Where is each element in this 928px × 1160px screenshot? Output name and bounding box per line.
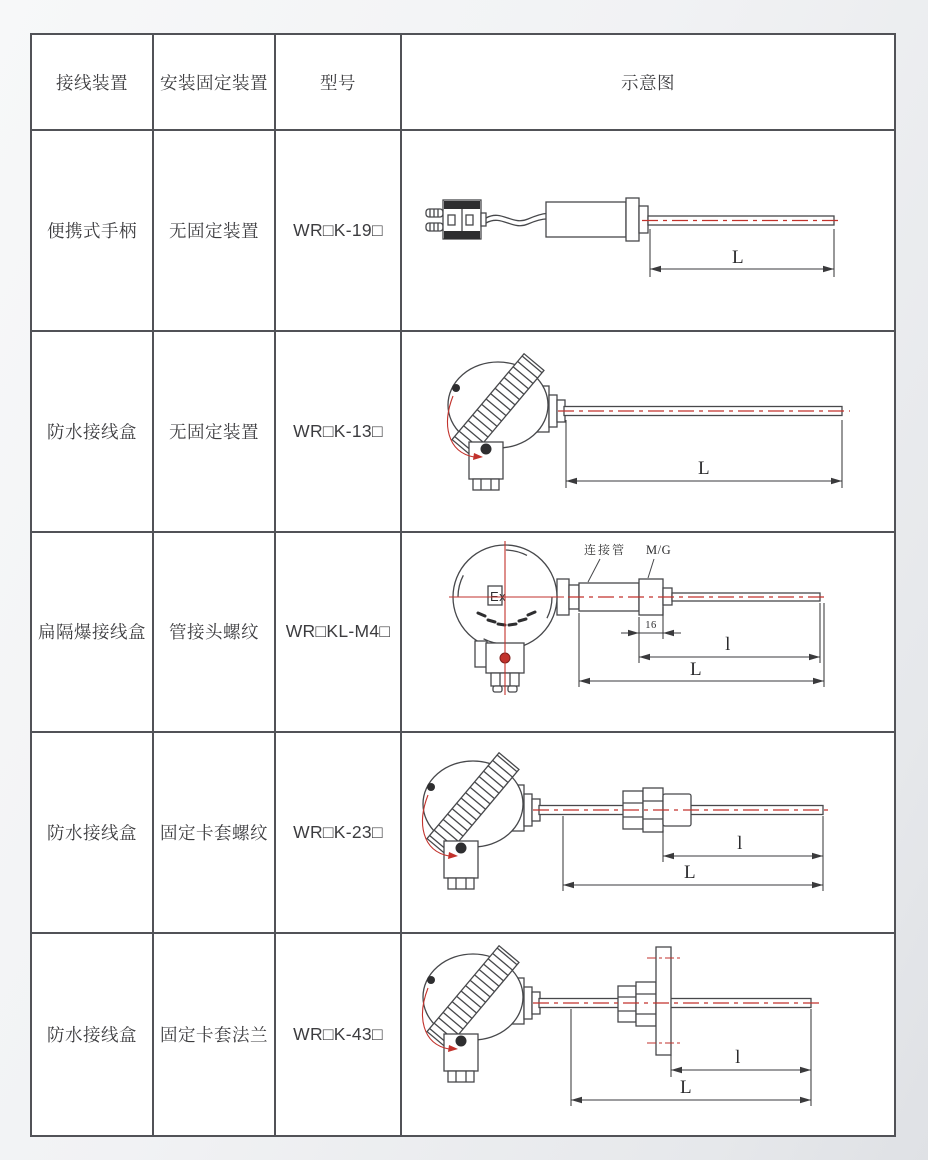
cell-row4-model: WR□K-23□ bbox=[276, 733, 402, 934]
diagram-cell-portable-handle bbox=[402, 131, 894, 332]
junction-box-head bbox=[423, 946, 540, 1082]
dimension-L-label: L bbox=[679, 1077, 693, 1099]
ex-mark-label: Ex bbox=[490, 588, 507, 604]
column-header-schematic: 示意图 bbox=[402, 35, 894, 131]
dimension-16-label: 16 bbox=[645, 619, 657, 631]
dimension-L bbox=[566, 420, 842, 488]
diagram-cell-ferrule-thread bbox=[402, 733, 894, 934]
cell-row3-model: WR□KL-M4□ bbox=[276, 533, 402, 734]
connecting-tube-label: 连接管 bbox=[584, 542, 627, 557]
flange-plate bbox=[656, 947, 671, 1055]
junction-box-head bbox=[423, 753, 540, 889]
cell-row2-model: WR□K-13□ bbox=[276, 332, 402, 533]
cell-row5-mount: 固定卡套法兰 bbox=[154, 934, 276, 1135]
cell-row4-mount: 固定卡套螺纹 bbox=[154, 733, 276, 934]
diagram-portable-handle-probe bbox=[418, 173, 878, 288]
dimension-L-label: L bbox=[683, 861, 697, 883]
diagram-head-with-flange bbox=[418, 942, 878, 1127]
thread-spec-label: M/G bbox=[646, 542, 672, 557]
cell-row1-model: WR□K-19□ bbox=[276, 131, 402, 332]
column-header-wiring-device: 接线装置 bbox=[32, 35, 154, 131]
cell-row4-device: 防水接线盒 bbox=[32, 733, 154, 934]
dimensions bbox=[563, 816, 823, 891]
ferrule-fitting bbox=[618, 982, 656, 1026]
cell-row5-model: WR□K-43□ bbox=[276, 934, 402, 1135]
dimension-L-label: L bbox=[689, 658, 703, 680]
thermocouple-plug bbox=[426, 200, 486, 239]
dimension-l-label: l bbox=[735, 1047, 741, 1069]
cell-row3-device: 扁隔爆接线盒 bbox=[32, 533, 154, 734]
dimension-L bbox=[650, 229, 834, 277]
diagram-waterproof-head-probe bbox=[418, 354, 878, 509]
dimension-l-label: l bbox=[737, 832, 743, 854]
cell-row5-device: 防水接线盒 bbox=[32, 934, 154, 1135]
cell-row1-mount: 无固定装置 bbox=[154, 131, 276, 332]
column-header-model: 型号 bbox=[276, 35, 402, 131]
diagram-cell-ferrule-flange bbox=[402, 934, 894, 1135]
handle bbox=[546, 198, 648, 241]
diagram-explosion-proof-head-probe bbox=[418, 537, 878, 727]
dimensions bbox=[579, 603, 824, 687]
dimension-L-label: L bbox=[731, 246, 745, 268]
diagram-head-with-thread-fitting bbox=[418, 753, 878, 913]
cell-row1-device: 便携式手柄 bbox=[32, 131, 154, 332]
dimension-L-label: L bbox=[697, 457, 711, 479]
spec-table bbox=[30, 33, 896, 1137]
dimension-l-label: l bbox=[725, 633, 731, 655]
dimensions bbox=[571, 1009, 811, 1106]
diagram-cell-explosion-proof bbox=[402, 533, 894, 734]
diagram-cell-waterproof-plain bbox=[402, 332, 894, 533]
explosion-proof-head bbox=[449, 541, 579, 695]
column-header-mounting-device: 安装固定装置 bbox=[154, 35, 276, 131]
cell-row3-mount: 管接头螺纹 bbox=[154, 533, 276, 734]
cell-row2-mount: 无固定装置 bbox=[154, 332, 276, 533]
junction-box-head bbox=[448, 353, 565, 489]
cell-row2-device: 防水接线盒 bbox=[32, 332, 154, 533]
